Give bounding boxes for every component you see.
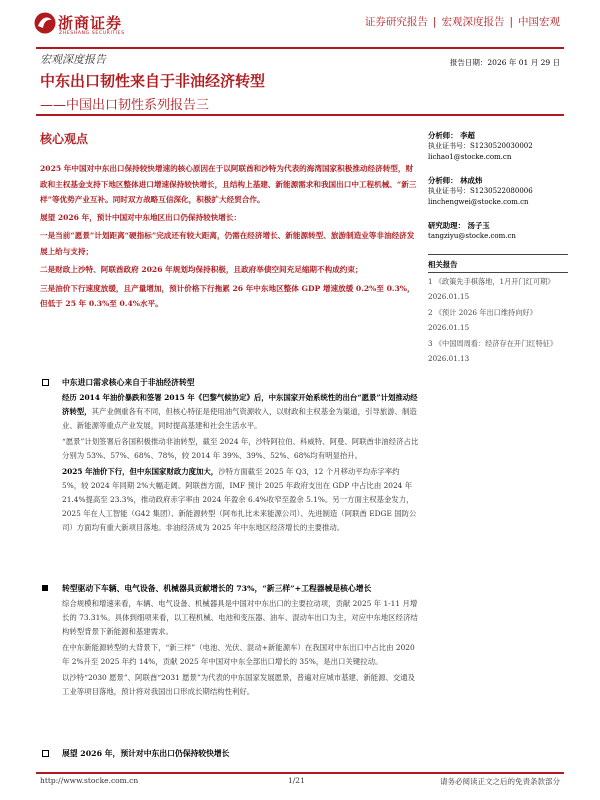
section-outlook [40, 747, 420, 760]
header-link-macro-depth[interactable]: 宏观深度报告 [441, 16, 505, 28]
square-bullet-icon [42, 585, 48, 591]
body-paragraph [40, 435, 420, 463]
analyst-email[interactable]: linchengwei@stocke.com.cn [428, 198, 529, 206]
core-paragraph: 二是财政上沙特、阿联酋政府 2026 年规划均保持积极，且政府举债空间充足缩期不构成约束； [40, 265, 363, 274]
related-report-item[interactable]: 2 《预计 2026 年出口维持向好》 2026.01.15 [428, 308, 537, 332]
section-heading-text: 转型驱动下车辆、电气设备、机械器具贡献增长的 73%，“新三样”+工程器械是核心增长 [62, 584, 372, 593]
checkbox-bullet-icon [42, 750, 49, 757]
section-demand [40, 376, 420, 535]
section-heading [40, 376, 420, 389]
header-link-research[interactable]: 证券研究报告 [364, 16, 428, 28]
footer-website-link[interactable]: http://www.stocke.com.cn [40, 776, 139, 785]
section-heading [40, 582, 420, 595]
core-paragraph: 三是油价下行速度放缓，且产量增加，预计价格下行拖累 26 年中东地区整体 GDP 增速放缓 0.2%至 0.3%，但低于 25 年 0.3%至 0.4%水平。 [40, 283, 415, 308]
page-number: 1/21 [288, 776, 305, 785]
footer-disclaimer: 请务必阅读正文之后的免责条款部分 [440, 777, 560, 786]
logo-icon [34, 10, 56, 36]
body-paragraph [40, 671, 420, 699]
core-views-title: 核心观点 [40, 132, 89, 146]
footer-rule [36, 772, 564, 774]
core-paragraph: 展望 2026 年，预计中国对中东地区出口仍保持较快增长： [40, 212, 242, 222]
analyst-role: 分析师： [428, 131, 458, 140]
report-subtitle: ——中国出口韧性系列报告三 [40, 98, 210, 113]
company-logo [34, 8, 194, 42]
section-heading [40, 747, 420, 760]
related-report-item[interactable]: 1 《政策先手棋落地，1月开门红可期》 2026.01.15 [428, 277, 555, 301]
analyst-name: 李超 [460, 131, 475, 140]
logo-text-en: ZHESHANG SECURITIES [59, 31, 125, 36]
page-header [0, 0, 600, 46]
body-paragraph [40, 465, 420, 535]
paragraph-text: 其产业侧重各有不同，但核心特征是使用油气资源收入，以财政和主权基金为渠道，引导旅游、制造业、新能源等重点产业发展，同时提高基建和社会生活水平。 [62, 407, 417, 430]
analyst-license: 执业证书号：S1230520030002 [428, 142, 533, 150]
analyst-name: 林成炜 [460, 176, 483, 185]
analyst-email[interactable]: tangziyu@stocke.com.cn [428, 232, 516, 240]
body-paragraph [40, 597, 420, 639]
header-category-links [365, 14, 560, 29]
analyst-name: 汤子玉 [467, 221, 490, 230]
analyst-name-line [428, 175, 568, 186]
core-paragraph: 一是当前“愿景”计划距离“硬指标”完成还有较大距离，仍需在经济增长、新能源转型、旅游制造业等非油经济发展上给与支持； [40, 231, 415, 256]
report-type: 宏观深度报告 [40, 53, 106, 66]
header-rule [36, 47, 564, 49]
paragraph-text: 以沙特“2030 愿景”、阿联酋“2031 愿景”为代表的中东国家发展愿景，普遍对应城市基建、新能源、交通及工业等项目落地，预计将对我国出口形成长期结构性利好。 [62, 673, 416, 696]
analyst-name-line [428, 220, 568, 231]
related-reports-list [428, 272, 568, 366]
core-paragraph: 2025 年中国对中东出口保持较快增速的核心原因在于以阿联酋和沙特为代表的海湾国家积极推动经济转型，财政和主权基金支持下地区整体进口增速保持较快增长，且结构上基建、新能源需求和我国出口中工程机械、“新三样”等优势产业互补。同时双方战略互信深化，积极扩大经贸合作。 [40, 164, 417, 204]
header-separator: | [509, 16, 513, 28]
related-report-item[interactable]: 3 《中国周周看：经济存在开门红特征》 2026.01.13 [428, 339, 558, 363]
analyst-name-line [428, 130, 568, 141]
analyst-license: 执业证书号：S1230522080006 [428, 187, 533, 195]
analyst-role: 研究助理： [428, 221, 465, 230]
body-paragraph [40, 641, 420, 669]
paragraph-text: 在中东新能源转型的大背景下，“新三样”（电池、光伏、混动+新能源车）在我国对中东出口中占比由 2020 年 2%升至 2025 年约 14%，贡献 2025 年中国对中东全部出口增长的 35%，是出口关键拉动。 [62, 643, 415, 666]
paragraph-text: 综合规模和增速来看，车辆、电气设备、机械器具是中国对中东出口的主要拉动项，贡献 2025 年 1-11 月增长的 73.31%。具体到细项来看，以工程机械、电池和变压器、油车、混动车出口为主，对应中东地区经济结构转型背景下新能源和基建需求。 [62, 599, 418, 636]
analyst-card [428, 220, 568, 242]
analyst-role: 分析师： [428, 176, 458, 185]
header-link-china-macro[interactable]: 中国宏观 [518, 16, 560, 28]
checkbox-bullet-icon [42, 379, 49, 386]
report-date: 报告日期：2026 年 01 月 29 日 [449, 58, 560, 67]
paragraph-lead: 经历 2014 年油价暴跌和签署 2015 年《巴黎气候协定》后，中东国家开始系统性的出台“愿景”计划推动经济转型， [62, 393, 418, 416]
analyst-card [428, 130, 568, 163]
body-paragraph [40, 391, 420, 433]
section-drivers [40, 582, 420, 699]
section-heading-text: 展望 2026 年，预计对中东出口仍保持较快增长 [62, 749, 230, 758]
section-heading-text: 中东进口需求核心来自于非油经济转型 [62, 378, 195, 387]
header-separator: | [432, 16, 437, 28]
analyst-card [428, 175, 568, 208]
related-reports-title: 相关报告 [428, 254, 568, 270]
title-rule [36, 114, 564, 116]
paragraph-text: 沙特方面截至 2025 年 Q3，12 个月移动平均赤字率约 5%，较 2024 年同期 2%大幅走阔。阿联酋方面，IMF 预计 2025 年政府支出在 GDP 中占比由 2024 年 21.4%提高至 23.3%，推动政府赤字率由 2024 年盈余 6.4%收窄至盈余 5.1%。另一方面主权基金发力，2025 年在人工智能（G42 集团）、新能源转型（阿布扎比未来能源公司）、先进制造（阿联酋 EDGE 国防公司）方面均有重大新项目落地。非油经济成为 2025 年中东地区经济增长的主要推动。 [62, 467, 417, 532]
paragraph-lead: 2025 年油价下行，但中东国家财政力度加大， [62, 467, 219, 476]
report-title: 中东出口韧性来自于非油经济转型 [40, 72, 266, 90]
logo-text-cn: 浙商证券 [58, 14, 123, 32]
core-views [40, 130, 420, 312]
paragraph-text: “愿景”计划签署后各国积极推动非油转型，截至 2024 年，沙特阿拉伯、科威特、阿曼、阿联酋非油经济占比分别为 53%、57%、68%、78%，较 2014 年 39%、39%、52%、68%均有明显抬升。 [62, 437, 419, 460]
analyst-email[interactable]: lichao1@stocke.com.cn [428, 153, 512, 161]
analyst-sidebar [428, 130, 568, 368]
